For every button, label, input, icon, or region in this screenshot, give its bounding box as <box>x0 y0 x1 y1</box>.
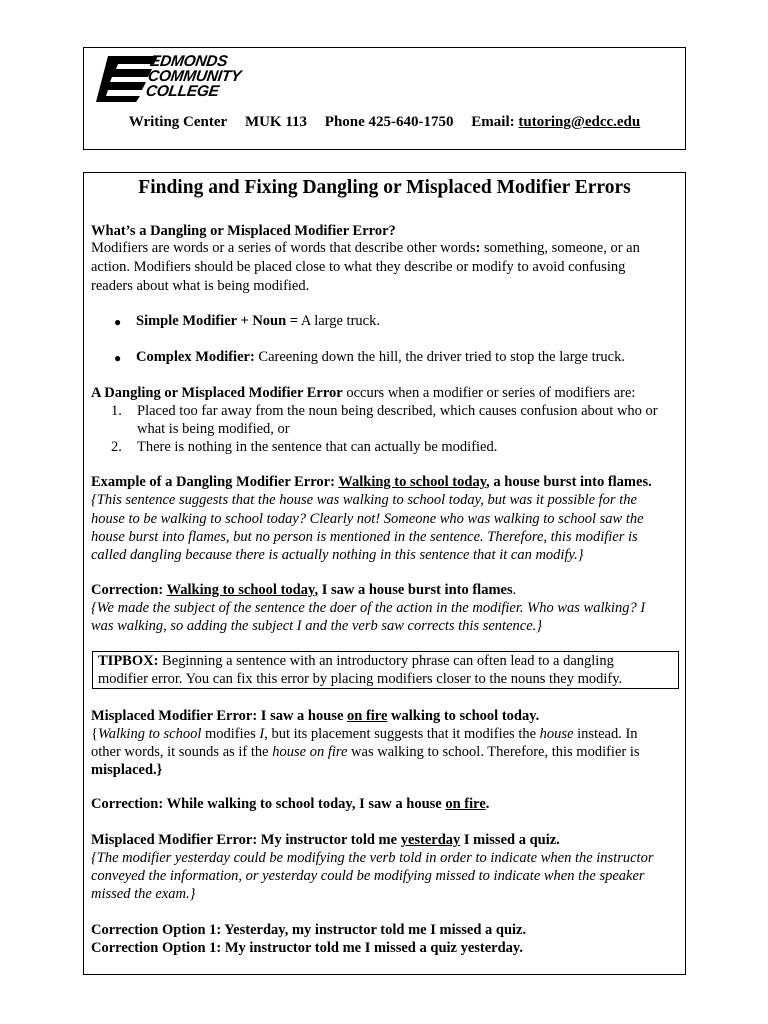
example-heading <box>91 473 652 492</box>
section-heading: What’s a Dangling or Misplaced Modifier Error? <box>91 223 396 239</box>
writing-center-label: Writing Center <box>128 114 228 130</box>
tipbox-label: TIPBOX: <box>98 653 159 669</box>
misplaced-label: Misplaced Modifier Error: I saw a house <box>91 708 348 724</box>
correction-label: Correction: While walking to school today, I saw a house <box>91 796 446 812</box>
correction-option-1: Correction Option 1: Yesterday, my instructor told me I missed a quiz. <box>91 922 527 938</box>
list-number: 1. <box>111 403 122 419</box>
example-note-line: {This sentence suggests that the house was walking to school today, but was it possible for the <box>91 492 637 508</box>
note-italic: house <box>539 726 574 742</box>
misplaced-note-line <box>91 725 638 744</box>
example-note-line: called dangling because there is actually nothing in this sentence that it can modify.} <box>91 547 584 563</box>
misplaced-rest: I missed a quiz. <box>460 832 560 848</box>
misplaced-note-line: {The modifier yesterday could be modifying the verb told in order to indicate when the instructor <box>91 850 654 866</box>
room-label: MUK 113 <box>244 114 308 130</box>
logo-text <box>145 54 244 99</box>
correction-period: . <box>512 582 517 598</box>
list-item-text: Placed too far away from the noun being described, which causes confusion about who or <box>137 403 658 419</box>
example-label: Example of a Dangling Modifier Error: <box>91 474 339 490</box>
correction-note-line: {We made the subject of the sentence the doer of the action in the modifier. Who was walking? I <box>91 600 646 616</box>
example-rest: , a house burst into flames. <box>486 474 652 490</box>
page-title: Finding and Fixing Dangling or Misplaced Modifier Errors <box>138 177 631 198</box>
correction-rest: . <box>485 796 490 812</box>
logo-line-3: COLLEGE <box>144 83 220 100</box>
correction-note-line: was walking, so adding the subject I and the verb saw corrects this sentence.} <box>91 618 543 634</box>
error-definition-term: A Dangling or Misplaced Modifier Error <box>91 385 343 401</box>
correction-option-2: Correction Option 1: My instructor told me I missed a quiz yesterday. <box>91 940 524 956</box>
bullet-dot-icon: ● <box>114 351 122 365</box>
note-text: was walking to school. Therefore, this modifier is <box>347 744 640 760</box>
logo-line-2: COMMUNITY <box>146 68 243 85</box>
note-italic: Walking to school <box>97 726 202 742</box>
tipbox <box>92 651 679 689</box>
bullet-text: A large truck. <box>298 313 380 329</box>
bullet-item-simple <box>136 312 380 331</box>
bullet-text: Careening down the hill, the driver tried to stop the large truck. <box>254 349 625 365</box>
example-note-line: house burst into flames, but no person is mentioned in the sentence. Therefore, this modifier is <box>91 529 638 545</box>
note-text: modifies <box>201 726 260 742</box>
intro-line-1 <box>91 239 640 258</box>
tipbox-text: Beginning a sentence with an introductory phrase can often lead to a dangling <box>158 653 614 669</box>
intro-line-3: readers about what is being modified. <box>91 278 310 294</box>
bullet-label: Simple Modifier + Noun = <box>136 313 299 329</box>
correction-heading <box>91 581 516 600</box>
correction-rest: , I saw a house burst into flames <box>314 582 513 598</box>
college-logo <box>96 54 276 102</box>
misplaced-modifier: yesterday <box>400 832 461 848</box>
header-box <box>83 47 686 150</box>
list-item-text: what is being modified, or <box>137 421 290 437</box>
list-number: 2. <box>111 439 122 455</box>
misplaced-note-line: conveyed the information, or yesterday could be modifying missed to indicate when the speaker <box>91 868 645 884</box>
content-box <box>83 172 686 975</box>
bullet-label: Complex Modifier: <box>136 349 255 365</box>
misplaced-rest: walking to school today. <box>387 708 540 724</box>
logo-line-1: EDMONDS <box>148 53 229 70</box>
contact-line <box>84 114 685 131</box>
misplaced-note-line: misplaced.} <box>91 762 163 778</box>
misplaced-heading-2 <box>91 831 560 850</box>
phone-label: Phone 425-640-1750 <box>324 114 454 130</box>
note-text: { <box>91 726 98 742</box>
bullet-item-complex <box>136 348 625 367</box>
error-definition-text: occurs when a modifier or series of modifiers are: <box>342 385 636 401</box>
misplaced-note-line <box>91 743 640 762</box>
example-modifier: Walking to school today <box>338 474 487 490</box>
correction-modifier: on fire <box>445 796 486 812</box>
misplaced-modifier: on fire <box>347 708 388 724</box>
note-italic: I <box>259 726 265 742</box>
note-text: other words, it sounds as if the <box>91 744 273 760</box>
misplaced-note-line: missed the exam.} <box>91 886 196 902</box>
error-definition <box>91 384 635 403</box>
correction-label: Correction: <box>91 582 167 598</box>
tipbox-line-2: modifier error. You can fix this error by placing modifiers closer to the nouns they modify. <box>98 671 623 687</box>
list-item-text: There is nothing in the sentence that can actually be modified. <box>137 439 498 455</box>
note-text: instead. In <box>573 726 638 742</box>
misplaced-heading <box>91 707 539 726</box>
intro-colon: : <box>475 240 481 256</box>
email-link[interactable]: tutoring@edcc.edu <box>518 114 641 130</box>
intro-text-end: something, someone, or an <box>480 240 640 256</box>
note-text: , but its placement suggests that it modifies the <box>264 726 540 742</box>
bullet-dot-icon: ● <box>114 315 122 329</box>
intro-line-2: action. Modifiers should be placed close to what they describe or modify to avoid confusing <box>91 259 626 275</box>
example-note-line: house to be walking to school today? Clearly not! Someone who was walking to school saw the <box>91 511 644 527</box>
misplaced-label: Misplaced Modifier Error: My instructor told me <box>91 832 401 848</box>
correction-modifier: Walking to school today <box>166 582 315 598</box>
email-label: Email: <box>471 114 515 130</box>
intro-text: Modifiers are words or a series of words that describe other words <box>91 240 476 256</box>
tipbox-line-1 <box>98 652 614 670</box>
correction-2 <box>91 795 489 814</box>
note-italic: house on fire <box>272 744 348 760</box>
